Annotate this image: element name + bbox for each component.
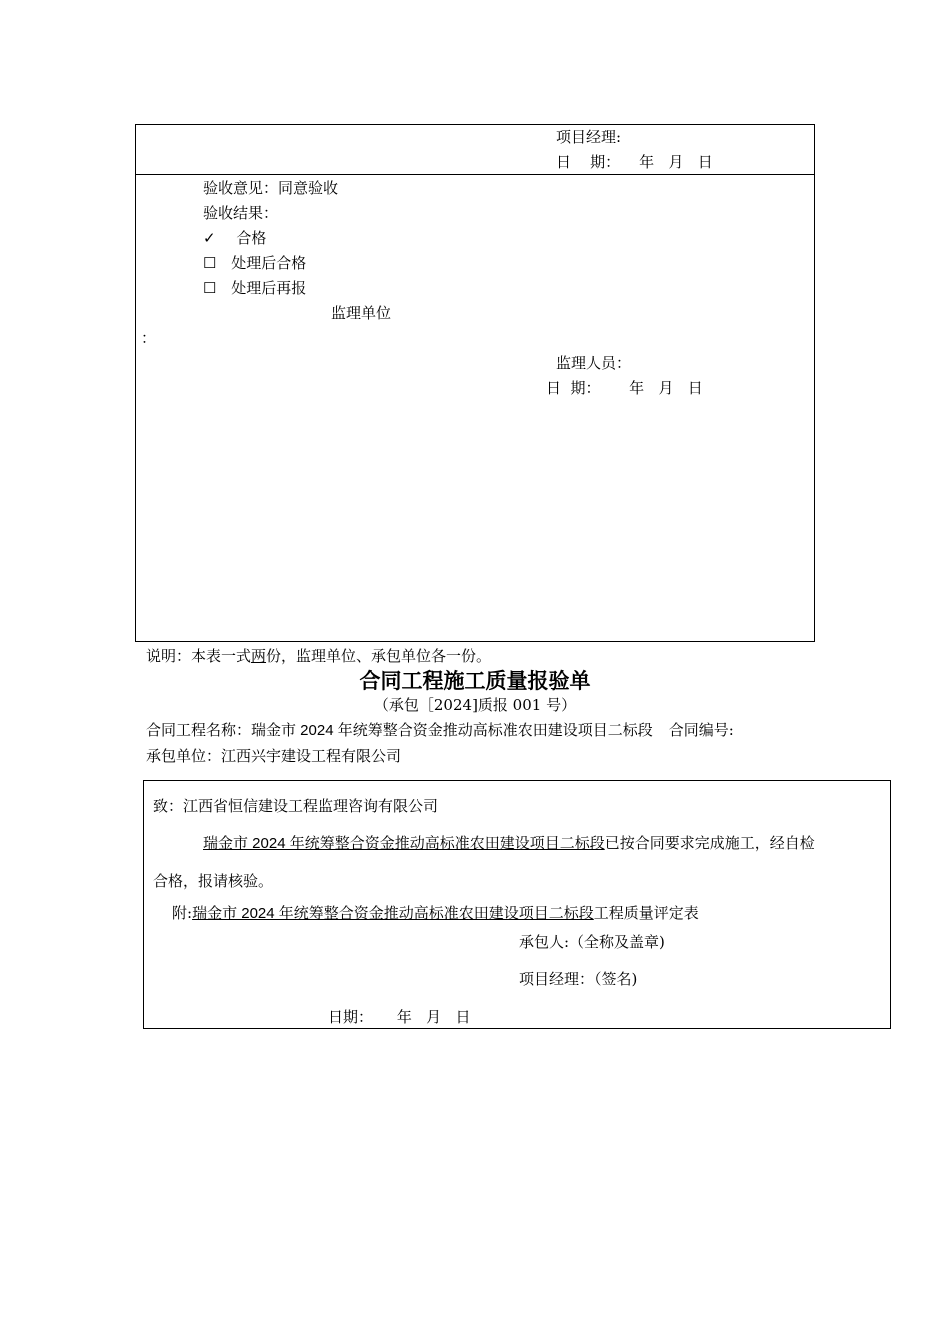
report-subtitle: （承包［2024]质报 001 号） <box>373 696 577 714</box>
option-qualified-after-fix <box>203 253 306 273</box>
report-body-line-1: 瑞金市 2024 年统筹整合资金推动高标准农田建设项目二标段已按合同要求完成施工，经自检 <box>203 834 815 852</box>
report-date: 日期： 年 月 日 <box>328 1008 471 1026</box>
project-manager-label: 项目经理: <box>556 128 622 146</box>
option-label: 处理后合格 <box>231 254 307 272</box>
supervision-unit-label: 监理单位 <box>331 304 392 322</box>
option-resubmit-after-fix <box>203 278 306 298</box>
acceptance-opinion: 验收意见：同意验收 <box>203 179 339 197</box>
acceptance-form-box <box>135 124 815 642</box>
checkbox-icon: ☐ <box>203 279 217 297</box>
contract-no-label: 合同编号: <box>668 721 734 739</box>
option-qualified <box>203 228 266 248</box>
attachment-project-name: 瑞金市 2024 年统筹整合资金推动高标准农田建设项目二标段 <box>192 905 594 922</box>
contractor-name: 江西兴宇建设工程有限公司 <box>221 747 402 765</box>
body-project-name: 瑞金市 2024 年统筹整合资金推动高标准农田建设项目二标段 <box>203 835 605 852</box>
colon-mark: ： <box>141 329 157 347</box>
form-note: 说明：本表一式两份，监理单位、承包单位各一份。 <box>146 647 492 665</box>
contractor-signature: 承包人:（全称及盖章) <box>519 933 665 951</box>
report-title: 合同工程施工质量报验单 <box>359 669 591 693</box>
contractor-line: 承包单位：江西兴宇建设工程有限公司 <box>146 747 402 765</box>
checkbox-icon: ☐ <box>203 254 217 272</box>
copy-count: 两 <box>251 647 267 665</box>
top-date-label: 日 期： 年 月 日 <box>556 153 713 171</box>
pm-signature: 项目经理：（签名) <box>519 970 638 988</box>
bottom-date-label: 日 期： 年 月 日 <box>546 379 703 397</box>
acceptance-result-label: 验收结果： <box>203 204 279 222</box>
attachment-line: 附:瑞金市 2024 年统筹整合资金推动高标准农田建设项目二标段工程质量评定表 <box>172 904 699 922</box>
project-name-line: 合同工程名称：瑞金市 2024 年统筹整合资金推动高标准农田建设项目二标段 合同编号: <box>146 721 734 739</box>
form-divider <box>136 174 814 175</box>
check-icon: ✓ <box>203 229 216 247</box>
report-body-line-2: 合格，报请核验。 <box>153 872 274 890</box>
recipient-line: 致：江西省恒信建设工程监理咨询有限公司 <box>153 797 439 815</box>
option-label: 合格 <box>236 229 267 247</box>
option-label: 处理后再报 <box>231 279 307 297</box>
supervisor-label: 监理人员： <box>556 354 632 372</box>
project-name: 瑞金市 2024 年统筹整合资金推动高标准农田建设项目二标段 <box>251 722 653 739</box>
